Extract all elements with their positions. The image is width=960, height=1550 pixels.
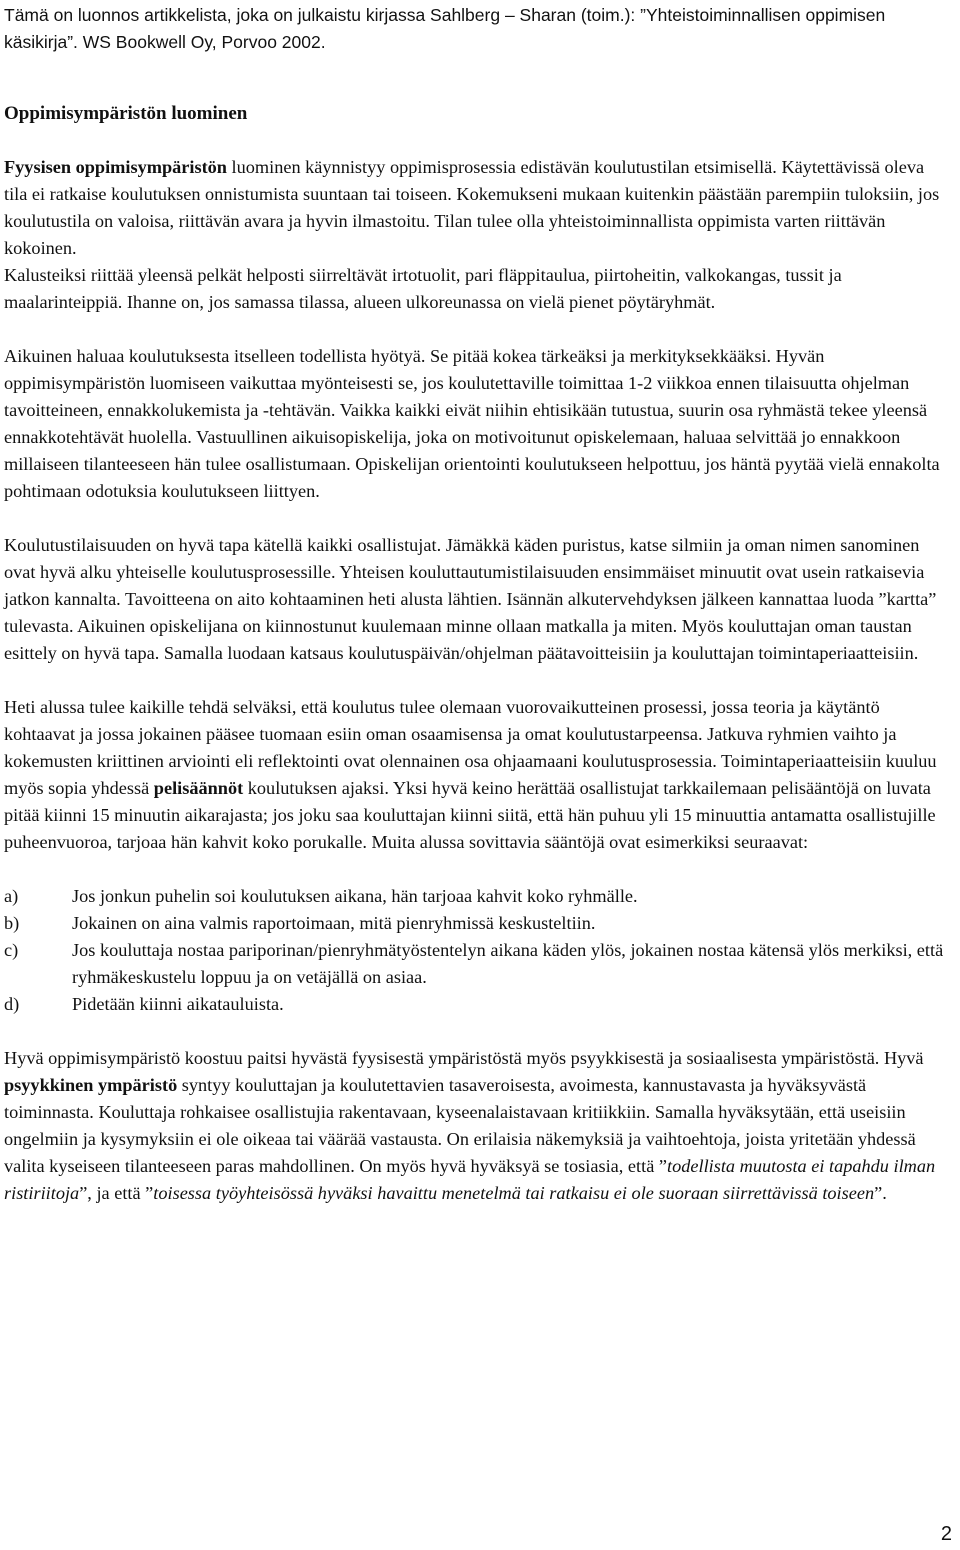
paragraph-text: Heti alussa tulee kaikille tehdä selväksi, että koulutus tulee olemaan vuorovaikutteinen prosessi, jossa teoria ja käytäntö kohtaavat ja jossa jokainen pääsee tuomaan esiin oman osaamisensa ja omat koulutustarpeensa. Jatkuva ryhmien vaihto ja kokemusten kriittinen arviointi eli reflektointi ovat olennainen osa ohjaamaani koulutusprosessia. Toimintaperiaatteisiin kuuluu myös sopia yhdessä bbox=[4, 697, 937, 798]
list-item bbox=[4, 883, 950, 910]
paragraph-text: ”. bbox=[874, 1183, 887, 1203]
list-item bbox=[4, 991, 950, 1018]
italic-quote: todellista muutosta ei tapahdu ilman ristiriitoja bbox=[4, 1156, 936, 1203]
paragraph-furniture: Kalusteiksi riittää yleensä pelkät helposti siirreltävät irtotuolit, pari fläppitaulua, piirtoheitin, valkokangas, tussit ja maalarinteippiä. Ihanne on, jos samassa tilassa, alueen ulkoreunassa on vielä pienet pöytäryhmät. bbox=[4, 265, 842, 312]
list-item bbox=[4, 937, 950, 991]
paragraph-text: koulutuksen ajaksi. Yksi hyvä keino herättää osallistujat tarkkailemaan pelisääntöjä on luvata pitää kiinni 15 minuutin aikarajasta; jos joku saa kouluttajan kiinni siitä, että hän puhuu yli 15 minuuttia antamatta osallistujille puheenvuoroa, tarjoaa hän kahvit koko porukalle. Muita alussa sovittavia sääntöjä ovat esimerkiksi seuraavat: bbox=[4, 778, 936, 852]
paragraph-text: syntyy kouluttajan ja koulutettavien tasaveroisesta, avoimesta, kannustavasta ja hyväksyvästä toiminnasta. Kouluttaja rohkaisee osallistujia rakentavaan, kyseenalaistavaan kritiikkiin. Samalla hyväksytään, että useisiin ongelmiin ja kysymyksiin ei ole oikeaa tai väärää vastausta. On erilaisia näkemyksiä ja vaihtoehtoja, joista yritetään yhdessä valita kyseiseen tilanteeseen paras mahdollinen. On myös hyvä hyväksyä se tosiasia, että ” bbox=[4, 1075, 916, 1176]
paragraph-text: ”, ja että ” bbox=[79, 1183, 154, 1203]
source-note: Tämä on luonnos artikkelista, joka on julkaistu kirjassa Sahlberg – Sharan (toim.): ”Yhteistoiminnallisen oppimisen käsikirja”. WS Bookwell Oy, Porvoo 2002. bbox=[4, 5, 886, 52]
article-body bbox=[4, 100, 950, 1234]
list-marker: a) bbox=[4, 886, 19, 906]
paragraph-ground-rules bbox=[4, 694, 950, 856]
list-item-text: Pidetään kiinni aikatauluista. bbox=[72, 994, 284, 1014]
paragraph-text: luominen käynnistyy oppimisprosessia edistävän koulutustilan etsimisellä. Käytettävissä oleva tila ei ratkaise koulutuksen onnistumista suuntaan tai toiseen. Kokemukseni mukaan kuitenkin päästään parempiin tuloksiin, jos koulutustila on valoisa, riittävän avara ja hyvin ilmastoitu. Tilan tulee olla yhteistoiminnallista oppimista varten riittävän kokoinen. bbox=[4, 157, 940, 258]
list-marker: c) bbox=[4, 940, 19, 960]
rules-list bbox=[4, 883, 950, 1018]
list-item bbox=[4, 910, 950, 937]
paragraph-physical-environment bbox=[4, 154, 950, 262]
list-item-text: Jos kouluttaja nostaa pariporinan/pienryhmätyöstentelyn aikana käden ylös, jokainen nostaa kätensä ylös merkiksi, että ryhmäkeskustelu loppuu ja on vetäjällä on asiaa. bbox=[72, 940, 944, 987]
paragraph-greeting: Koulutustilaisuuden on hyvä tapa kätellä kaikki osallistujat. Jämäkkä käden puristus, katse silmiin ja oman nimen sanominen ovat hyvä alku yhteiselle koulutusprosessille. Yhteisen kouluttautumistilaisuuden ensimmäiset minuutit ovat usein ratkaisevia jatkon kannalta. Tavoitteena on aito kohtaaminen heti alusta lähtien. Isännän alkutervehdyksen jälkeen kannattaa luoda ”kartta” tulevasta. Aikuinen opiskelijana on kiinnostunut kuulemaan minne ollaan matkalla ja miten. Myös kouluttajan oman taustan esittely on hyvä tapa. Samalla luodaan katsaus koulutuspäivän/ohjelman päätavoitteisiin ja kouluttajan toimintaperiaatteisiin. bbox=[4, 535, 937, 663]
paragraph-text: Hyvä oppimisympäristö koostuu paitsi hyvästä fyysisestä ympäristöstä myös psyykkisestä ja sosiaalisesta ympäristöstä. Hyvä bbox=[4, 1048, 924, 1068]
page-title: Oppimisympäristön luominen bbox=[4, 103, 248, 124]
bold-term: psyykkinen ympäristö bbox=[4, 1075, 178, 1095]
list-marker: b) bbox=[4, 913, 20, 933]
list-marker: d) bbox=[4, 994, 20, 1014]
italic-quote: toisessa työyhteisössä hyväksi havaittu menetelmä tai ratkaisu ei ole suoraan siirrettävissä toiseen bbox=[153, 1183, 875, 1203]
paragraph-adult-learner: Aikuinen haluaa koulutuksesta itselleen todellista hyötyä. Se pitää kokea tärkeäksi ja merkityksekkääksi. Hyvän oppimisympäristön luomiseen vaikuttaa myönteisesti se, jos koulutettaville toimittaa 1-2 viikkoa ennen tilaisuutta ohjelman tavoitteineen, ennakkolukemista ja -tehtävän. Vaikka kaikki eivät niihin ehtisikään tutustua, suurin osa ryhmästä tekee yleensä ennakkotehtävät huolella. Vastuullinen aikuisopiskelija, joka on motivoitunut opiskelemaan, haluaa selvittää jo ennakkoon millaiseen tilanteeseen hän tulee osallistumaan. Opiskelijan orientointi koulutukseen helpottuu, jos häntä pyytää vielä ennakolta pohtimaan odotuksia koulutukseen liittyen. bbox=[4, 346, 940, 501]
bold-term: Fyysisen oppimisympäristön bbox=[4, 157, 227, 177]
bold-term: pelisäännöt bbox=[153, 778, 244, 798]
list-item-text: Jos jonkun puhelin soi koulutuksen aikana, hän tarjoaa kahvit koko ryhmälle. bbox=[72, 886, 638, 906]
paragraph-psychological-environment bbox=[4, 1045, 950, 1207]
list-item-text: Jokainen on aina valmis raportoimaan, mitä pienryhmissä keskusteltiin. bbox=[72, 913, 596, 933]
page-number: 2 bbox=[940, 1523, 952, 1545]
